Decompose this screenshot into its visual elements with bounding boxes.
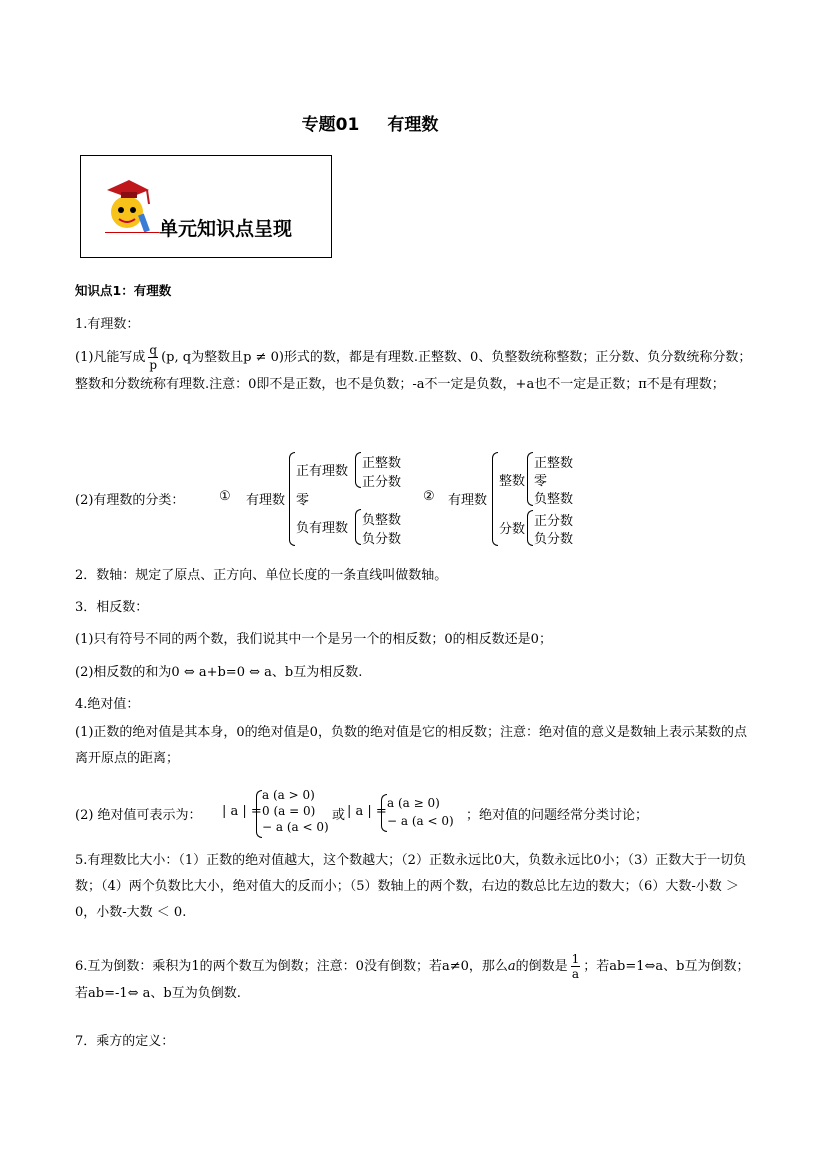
banner-underline [105, 232, 159, 233]
student-mascot-icon [99, 170, 159, 240]
banner-label: 单元知识点呈现 [159, 218, 293, 240]
section-4-heading: 4.绝对值： [75, 697, 140, 712]
section-1-heading: 1.有理数： [75, 317, 140, 332]
section-4-paragraph-1: (1)正数的绝对值是其本身，0的绝对值是0，负数的绝对值是它的相反数；注意：绝对值的意义是数轴上表示某数的点离开原点的距离； [75, 725, 747, 766]
section-7-heading: 7．乘方的定义： [75, 1034, 175, 1049]
section-banner [80, 155, 332, 258]
section-3-heading: 3．相反数： [75, 600, 149, 615]
fraction-q-over-p: $\frac{q}{p}$ [149, 343, 158, 372]
section-3-paragraph-2: (2)相反数的和为0 ⇔ a+b=0 ⇔ a、b互为相反数. [75, 665, 363, 680]
section-2-number-line: 2．数轴：规定了原点、正方向、单位长度的一条直线叫做数轴。 [75, 568, 448, 583]
classification-label: (2)有理数的分类： [75, 493, 185, 508]
section-1-paragraph-1: (1)凡能写成 $\frac{q}{p}$ (p, q为整数且p ≠ 0)形式的数，都是有理数.正整数、0、负整数统称整数；正分数、负分数统称分数；整数和分数统称有理数.注意：0即不是正数，也不是负数；-a不一定是负数，+a也不一定是正数；π不是有理数； [75, 343, 752, 392]
title-number: 专题01 [301, 115, 360, 135]
fraction-one-over-a: $\frac{1}{a}$ [571, 952, 580, 981]
knowledge-point-heading: 知识点1：有理数 [75, 283, 172, 298]
section-3-paragraph-1: (1)只有符号不同的两个数，我们说其中一个是另一个的相反数；0的相反数还是0； [75, 632, 552, 647]
section-5-comparison: 5.有理数比大小：（1）正数的绝对值越大，这个数越大；（2）正数永远比0大，负数永远比0小；（3）正数大于一切负数；（4）两个负数比大小，绝对值大的反而小；（5）数轴上的两个数，右边的数总比左边的数大；（6）大数-小数 ＞ 0，小数-大数 ＜ 0. [75, 853, 747, 920]
section-6-reciprocal: 6.互为倒数：乘积为1的两个数互为倒数；注意：0没有倒数；若a≠0，那么a的倒数是 $\frac{1}{a}$ ；若ab=1⇔a、b互为倒数；若ab=-1⇔ a、b互为负倒数. [75, 952, 750, 1001]
title-topic: 有理数 [387, 115, 439, 135]
page-title [0, 110, 740, 135]
